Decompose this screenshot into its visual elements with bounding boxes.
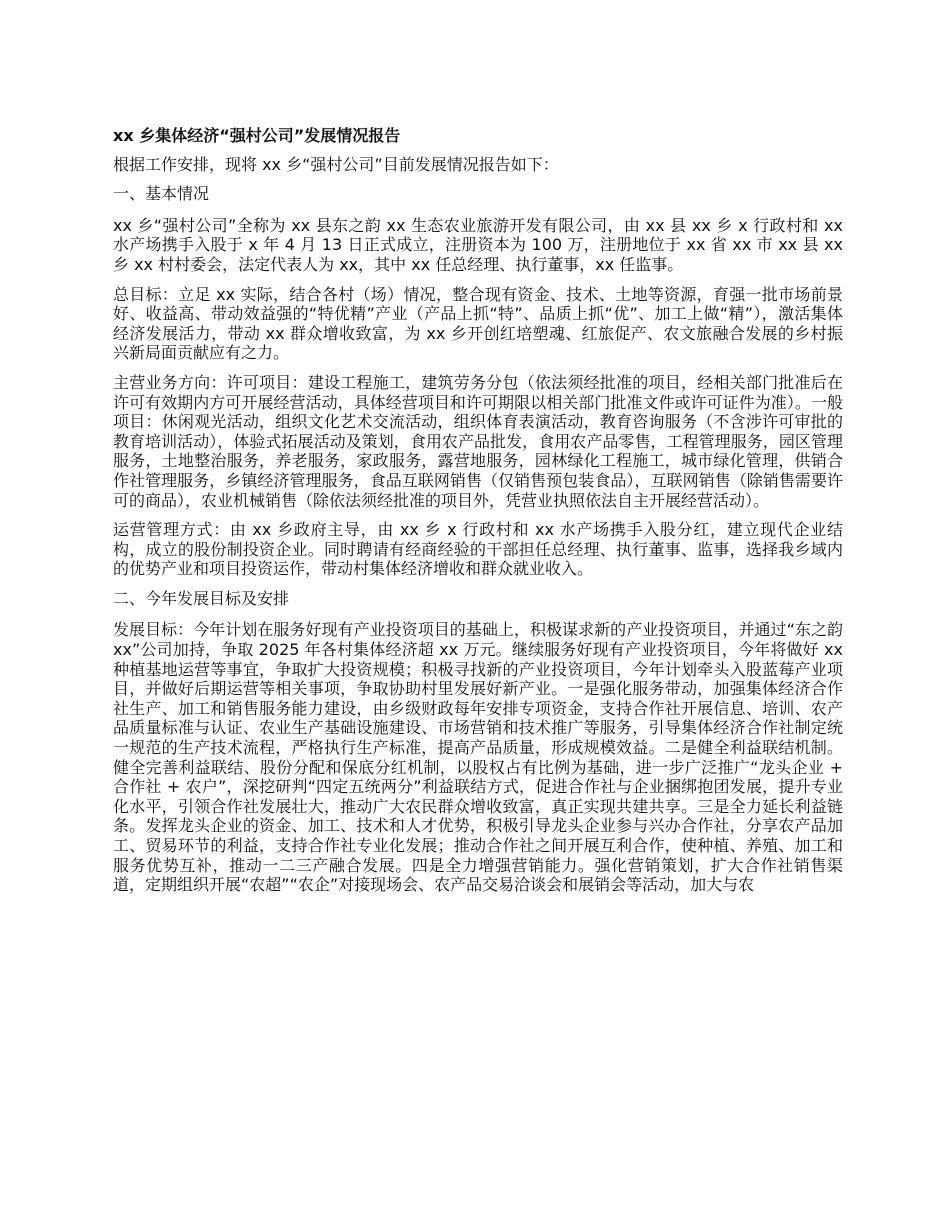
document-page [113, 126, 843, 905]
paragraph-operation-management: 运营管理方式：由 xx 乡政府主导，由 xx 乡 x 行政村和 xx 水产场携手入股分红，建立现代企业结构，成立的股份制投资企业。同时聘请有经商经验的干部担任总经理、执行董事、监事，选择我乡域内的优势产业和项目投资运作，带动村集体经济增收和群众就业收入。 [113, 520, 843, 579]
paragraph-development-goals: 发展目标：今年计划在服务好现有产业投资项目的基础上，积极谋求新的产业投资项目，并通过“东之韵 xx”公司加持，争取 2025 年各村集体经济超 xx 万元。继续服务好现有产业投资项目，今年将做好 xx 种植基地运营等事宜，争取扩大投资规模；积极寻找新的产业投资项目，今年计划牵头入股蓝莓产业项目，并做好后期运营等相关事项，争取协助村里发展好新产业。一是强化服务带动，加强集体经济合作社生产、加工和销售服务能力建设，由乡级财政每年安排专项资金，支持合作社开展信息、培训、农产品质量标准与认证、农业生产基础设施建设、市场营销和技术推广等服务，引导集体经济合作社制定统一规范的生产技术流程，严格执行生产标准，提高产品质量，形成规模效益。二是健全利益联结机制。健全完善利益联结、股份分配和保底分红机制，以股权占有比例为基础，进一步广泛推广“龙头企业 + 合作社 + 农户”，深挖研判“四定五统两分”利益联结方式，促进合作社与企业捆绑抱团发展，提升专业化水平，引领合作社发展壮大，推动广大农民群众增收致富，真正实现共建共享。三是全力延长利益链条。发挥龙头企业的资金、加工、技术和人才优势，积极引导龙头企业参与兴办合作社，分享农产品加工、贸易环节的利益，支持合作社专业化发展；推动合作社之间开展互利合作，使种植、养殖、加工和服务优势互补，推动一二三产融合发展。四是全力增强营销能力。强化营销策划，扩大合作社销售渠道，定期组织开展“农超”“农企”对接现场会、农产品交易洽谈会和展销会等活动，加大与农 [113, 620, 843, 895]
section-heading-basic-situation: 一、基本情况 [113, 184, 210, 204]
paragraph-main-business: 主营业务方向：许可项目：建设工程施工，建筑劳务分包（依法须经批准的项目，经相关部门批准后在许可有效期内方可开展经营活动，具体经营项目和许可期限以相关部门批准文件或许可证件为准）。一般项目：休闲观光活动，组织文化艺术交流活动，组织体育表演活动，教育咨询服务（不含涉许可审批的教育培训活动），体验式拓展活动及策划，食用农产品批发，食用农产品零售，工程管理服务，园区管理服务，土地整治服务，养老服务，家政服务，露营地服务，园林绿化工程施工，城市绿化管理，供销合作社管理服务，乡镇经济管理服务，食品互联网销售（仅销售预包装食品），互联网销售（除销售需要许可的商品），农业机械销售（除依法须经批准的项目外，凭营业执照依法自主开展经营活动）。 [113, 372, 843, 510]
intro-paragraph: 根据工作安排，现将 xx 乡“强村公司”目前发展情况报告如下： [113, 154, 559, 174]
section-heading-annual-goals: 二、今年发展目标及安排 [113, 588, 290, 608]
paragraph-overall-goal: 总目标：立足 xx 实际，结合各村（场）情况，整合现有资金、技术、土地等资源，育强一批市场前景好、收益高、带动效益强的“特优精”产业（产品上抓“特”、品质上抓“优”、加工上做“精”），激活集体经济发展活力，带动 xx 群众增收致富，为 xx 乡开创红培塑魂、红旅促产、农文旅融合发展的乡村振兴新局面贡献应有之力。 [113, 284, 843, 363]
paragraph-company-overview: xx 乡“强村公司”全称为 xx 县东之韵 xx 生态农业旅游开发有限公司，由 xx 县 xx 乡 x 行政村和 xx 水产场携手入股于 x 年 4 月 13 日正式成立，注册资本为 100 万，注册地位于 xx 省 xx 市 xx 县 xx 乡 xx 村村委会，法定代表人为 xx，其中 xx 任总经理、执行董事，xx 任监事。 [113, 215, 843, 274]
document-title: xx 乡集体经济“强村公司”发展情况报告 [113, 126, 401, 145]
